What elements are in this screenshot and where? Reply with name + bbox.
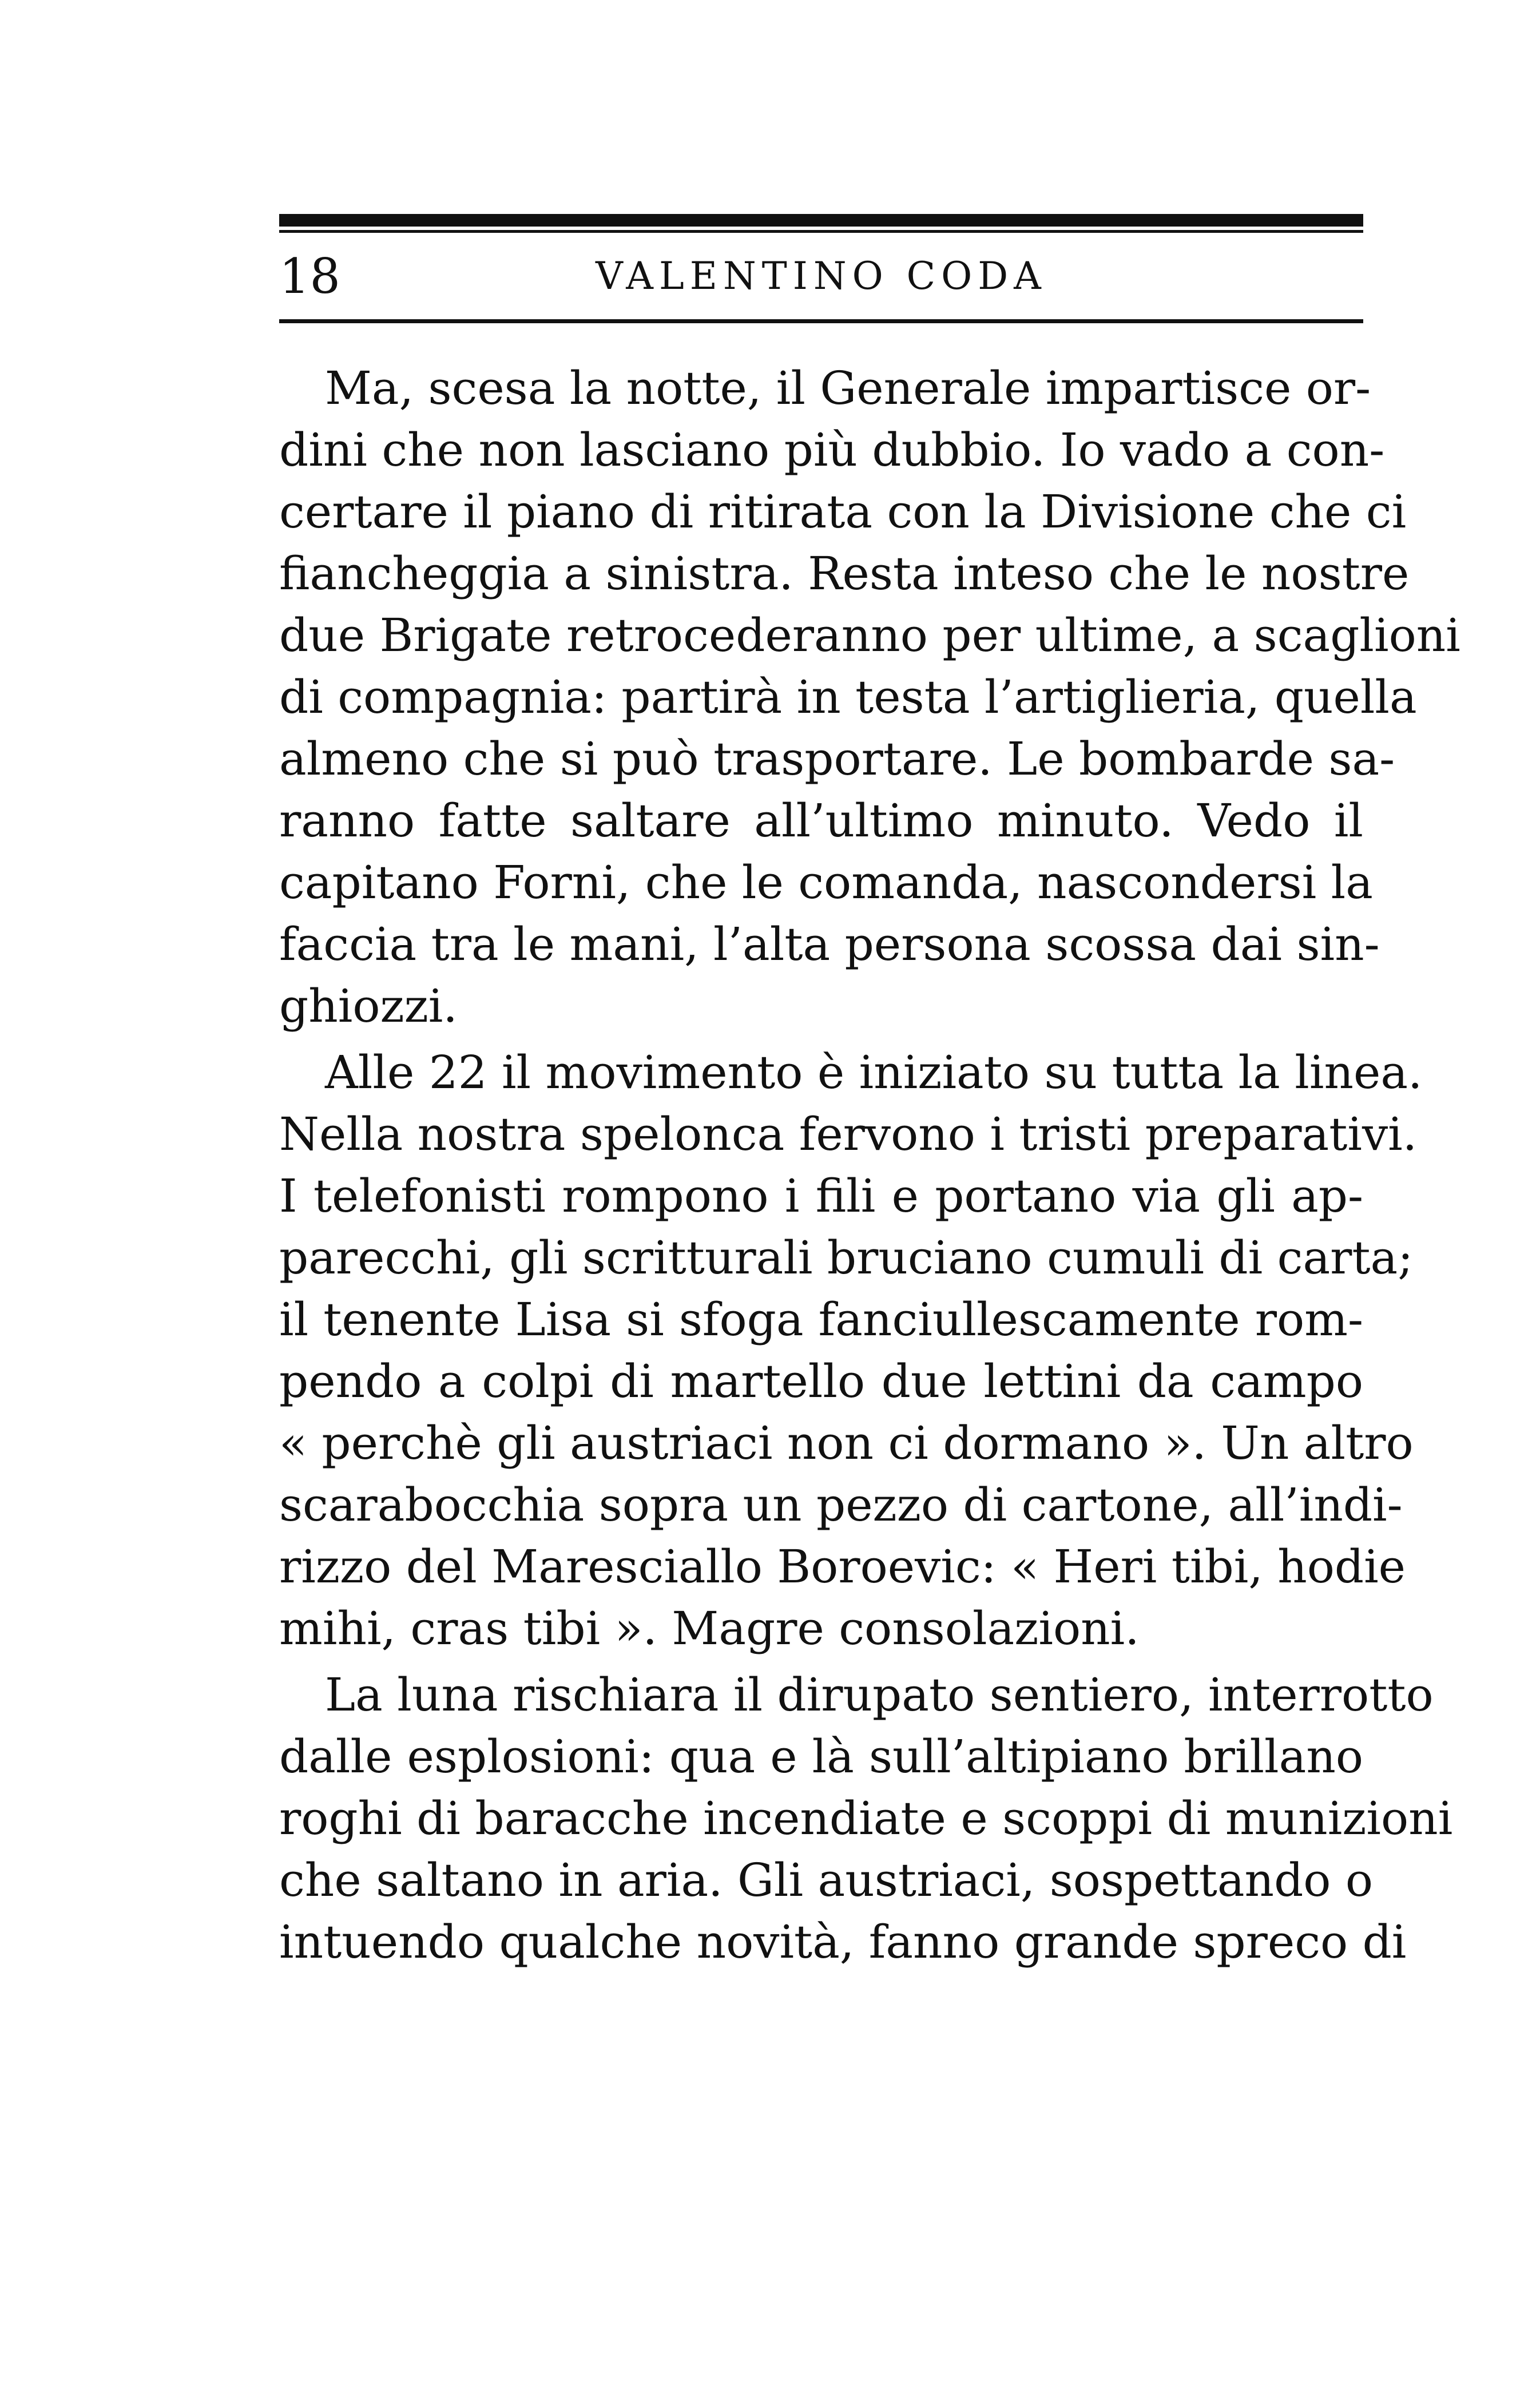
header-rule-thin	[279, 230, 1363, 233]
text-line: capitano Forni, che le comanda, nascondersi la	[279, 856, 1373, 909]
text-line: rizzo del Maresciallo Boroevic: « Heri tibi, hodie	[279, 1540, 1406, 1593]
text-line: I telefonisti rompono i fili e portano via gli ap-	[279, 1169, 1363, 1223]
text-line: il tenente Lisa si sfoga fanciullescamente rom-	[279, 1293, 1363, 1346]
text-line: Nella nostra spelonca fervono i tristi preparativi.	[279, 1108, 1418, 1161]
text-line: due Brigate retrocederanno per ultime, a scaglioni	[279, 609, 1460, 662]
text-line: pendo a colpi di martello due lettini da campo	[279, 1355, 1363, 1408]
text-line: di compagnia: partirà in testa l’artiglieria, quella	[279, 670, 1417, 724]
text-line: almeno che si può trasportare. Le bombarde sa-	[279, 732, 1395, 785]
text-line: « perchè gli austriaci non ci dormano ». Un altro	[279, 1416, 1414, 1470]
text-line: dini che non lasciano più dubbio. Io vado a con-	[279, 423, 1385, 477]
header-rule-bottom	[279, 319, 1363, 323]
text-line: ranno fatte saltare all’ultimo minuto. Vedo il	[279, 794, 1363, 847]
text-line: Ma, scesa la notte, il Generale impartisce or-	[325, 362, 1371, 415]
text-line: che saltano in aria. Gli austriaci, sospettando o	[279, 1854, 1374, 1907]
page-number: 18	[279, 248, 340, 304]
text-line: dalle esplosioni: qua e là sull’altipiano brillano	[279, 1730, 1363, 1783]
text-line: Alle 22 il movimento è iniziato su tutta la linea.	[325, 1046, 1423, 1099]
text-line: intuendo qualche novità, fanno grande spreco di	[279, 1915, 1407, 1969]
text-line: roghi di baracche incendiate e scoppi di munizioni	[279, 1792, 1453, 1845]
text-line: La luna rischiara il dirupato sentiero, interrotto	[325, 1668, 1434, 1721]
text-line: fiancheggia a sinistra. Resta inteso che le nostre	[279, 547, 1410, 600]
text-line: mihi, cras tibi ». Magre consolazioni.	[279, 1602, 1140, 1655]
text-line: parecchi, gli scritturali bruciano cumuli di carta;	[279, 1231, 1414, 1284]
text-line: certare il piano di ritirata con la Divisione che ci	[279, 485, 1407, 538]
text-line: scarabocchia sopra un pezzo di cartone, all’indi-	[279, 1478, 1403, 1531]
text-line: ghiozzi.	[279, 979, 458, 1033]
running-head	[279, 245, 1363, 308]
header-rule-thick	[279, 214, 1363, 227]
running-head-title: VALENTINO CODA	[596, 254, 1047, 298]
body-text	[279, 358, 1460, 1973]
text-line: faccia tra le mani, l’alta persona scossa dai sin-	[279, 918, 1380, 971]
